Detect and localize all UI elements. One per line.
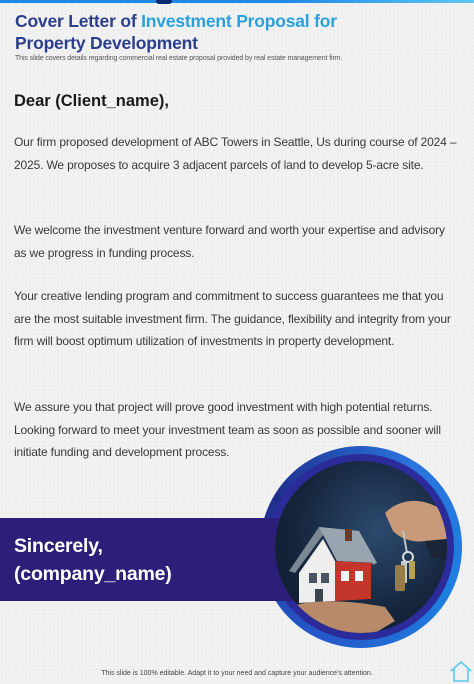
top-notch: [156, 0, 172, 4]
closing-line-2: (company_name): [14, 563, 172, 585]
letter-paragraph-4: We assure you that project will prove good investment with high potential returns. Looking forward to meet your investment team as soon as possible and sooner will initiate funding and development process.: [14, 400, 441, 459]
closing-line-1: Sincerely,: [14, 535, 103, 557]
title-part-1: Cover Letter of: [15, 11, 142, 31]
title-part-3: Property Development: [15, 33, 198, 53]
footer-note: This slide is 100% editable. Adapt it to your need and capture your audience’s attention.: [101, 670, 373, 677]
house-with-keys-icon: [275, 461, 447, 633]
home-icon[interactable]: [449, 660, 473, 682]
page-title: [15, 10, 455, 54]
house-with-keys-photo: [275, 461, 447, 633]
page-subtitle: This slide covers details regarding commercial real estate proposal provided by real estate management firm.: [15, 55, 343, 62]
closing-signature: [14, 532, 314, 588]
letter-paragraph-1: Our firm proposed development of ABC Towers in Seattle, Us during course of 2024 – 2025. We proposes to acquire 3 adjacent parcels of land to develop 5-acre site.: [14, 135, 457, 172]
letter-paragraph-2: We welcome the investment venture forward and worth your expertise and advisory as we progress in funding process.: [14, 223, 445, 260]
top-accent-bar: [0, 0, 474, 3]
title-part-2: Investment Proposal for: [141, 11, 337, 31]
letter-paragraph-3: Your creative lending program and commitment to success guarantees me that you are the most suitable investment firm. The guidance, flexibility and integrity from your firm will boost optimum utilization of investments in property development.: [14, 289, 451, 348]
salutation: Dear (Client_name),: [14, 92, 169, 110]
